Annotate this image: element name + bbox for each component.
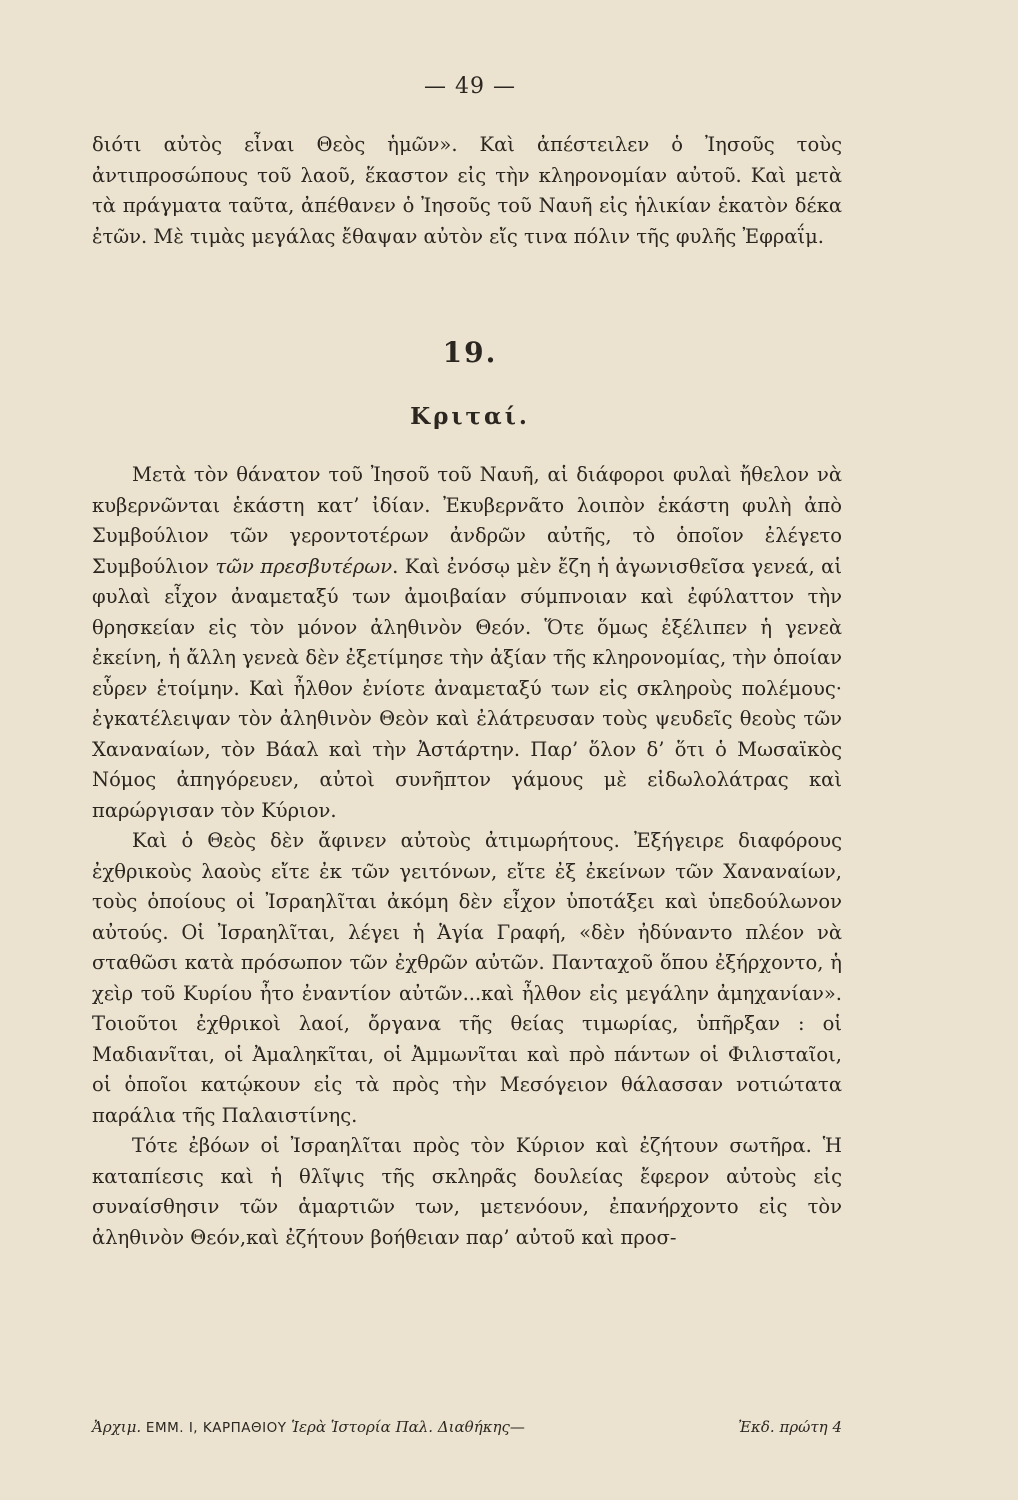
footer-book-title: Ἱερὰ Ἱστορία Παλ. Διαθήκης— — [291, 1418, 525, 1436]
intro-text-block — [92, 130, 842, 252]
paragraph-2: Καὶ ὁ Θεὸς δὲν ἄφινεν αὐτοὺς ἀτιμωρήτους. Ἐξήγειρε διαφόρους ἐχθρικοὺς λαοὺς εἴτε ἐκ τῶν γειτόνων, εἴτε ἐξ ἐκείνων τῶν Χαναναίων, τοὺς ὁποίους οἱ Ἰσραηλῖται ἀκόμη δὲν εἶχον ὑποτάξει καὶ ὑπεδούλωνον αὐτούς. Οἱ Ἰσραηλῖται, λέγει ἡ Ἁγία Γραφή, «δὲν ἠδύναντο πλέον νὰ σταθῶσι κατὰ πρόσωπον τῶν ἐχθρῶν αὐτῶν. Πανταχοῦ ὅπου ἐξήρχοντο, ἡ χεὶρ τοῦ Κυρίου ἦτο ἐναντίον αὐτῶν...καὶ ἦλθον εἰς μεγάλην ἀμηχανίαν». Τοιοῦτοι ἐχθρικοὶ λαοί, ὄργανα τῆς θείας τιμωρίας, ὑπῆρξαν : οἱ Μαδιανῖται, οἱ Ἀμαληκῖται, οἱ Ἀμμωνῖται καὶ πρὸ πάντων οἱ Φιλισταῖοι, οἱ ὁποῖοι κατῴκουν εἰς τὰ πρὸς τὴν Μεσόγειον θάλασσαν νοτιώτατα παράλια τῆς Παλαιστίνης. — [92, 829, 842, 1127]
page-footer — [92, 1418, 842, 1436]
footer-author: ΕΜΜ. Ι, ΚΑΡΠΑΘΙΟΥ — [145, 1420, 287, 1436]
intro-paragraph: διότι αὐτὸς εἶναι Θεὸς ἡμῶν». Καὶ ἀπέστειλεν ὁ Ἰησοῦς τοὺς ἀντιπροσώπους τοῦ λαοῦ, ἕκαστον εἰς τὴν κληρονομίαν αὐτοῦ. Καὶ μετὰ τὰ πράγματα ταῦτα, ἀπέθανεν ὁ Ἰησοῦς τοῦ Ναυῆ εἰς ἡλικίαν ἑκατὸν δέκα ἐτῶν. Μὲ τιμὰς μεγάλας ἔθαψαν αὐτὸν εἴς τινα πόλιν τῆς φυλῆς Ἐφραΐμ. — [92, 133, 842, 248]
section-title: Κριταί. — [410, 403, 530, 430]
section-body — [92, 460, 842, 1253]
page-number: — 49 — — [424, 74, 516, 99]
paragraph-1 — [92, 460, 842, 826]
paragraph-1-italic-term: τῶν πρεσβυτέρων — [215, 554, 393, 578]
footer-edition: Ἐκδ. πρώτη — [738, 1418, 828, 1436]
section-number: 19. — [442, 336, 498, 369]
paragraph-1-part-a: Μετὰ τὸν θάνατον τοῦ Ἰησοῦ τοῦ Ναυῆ, αἱ διάφοροι φυλαὶ ἤθελον νὰ κυβερνῶνται ἑκάστη κατ’ ἰδίαν. Ἐκυβερνᾶτο λοιπὸν ἑκάστη φυλὴ ἀπὸ Συμβούλιον τῶν γεροντοτέρων ἀνδρῶν αὐτῆς, τὸ ὁποῖον ἐλέγετο Συμβούλιον — [92, 463, 842, 578]
footer-prefix: Ἀρχιμ. — [92, 1418, 142, 1436]
paragraph-1-part-b: . Καὶ ἐνόσῳ μὲν ἔζη ἡ ἀγωνισθεῖσα γενεά, αἱ φυλαὶ εἶχον ἀναμεταξύ των ἀμοιβαίαν σύμπνοιαν καὶ ἐφύλαττον τὴν θρησκείαν εἰς τὸν μόνον ἀληθινὸν Θεόν. Ὅτε ὅμως ἐξέλιπεν ἡ γενεὰ ἐκείνη, ἡ ἄλλη γενεὰ δὲν ἐξετίμησε τὴν ἀξίαν τῆς κληρονομίας, τὴν ὁποίαν εὗρεν ἑτοίμην. Καὶ ἦλθον ἐνίοτε ἀναμεταξύ των εἰς σκληροὺς πολέμους· ἐγκατέλειψαν τὸν ἀληθινὸν Θεὸν καὶ ἐλάτρευσαν τοὺς ψευδεῖς θεοὺς τῶν Χαναναίων, τὸν Βάαλ καὶ τὴν Ἀστάρτην. Παρ’ ὅλον δ’ ὅτι ὁ Μωσαϊκὸς Νόμος ἀπηγόρευεν, αὐτοὶ συνῆπτον γάμους μὲ εἰδωλολάτρας καὶ παρώργισαν τὸν Κύριον. — [92, 554, 842, 822]
footer-credit — [92, 1418, 525, 1436]
footer-edition-group — [738, 1418, 842, 1436]
footer-signature: 4 — [832, 1418, 842, 1436]
paragraph-3: Τότε ἐβόων οἱ Ἰσραηλῖται πρὸς τὸν Κύριον καὶ ἐζήτουν σωτῆρα. Ἡ καταπίεσις καὶ ἡ θλῖψις τῆς σκληρᾶς δουλείας ἔφερον αὐτοὺς εἰς συναίσθησιν τῶν ἁμαρτιῶν των, μετενόουν, ἐπανήρχοντο εἰς τὸν ἀληθινὸν Θεόν,καὶ ἐζήτουν βοήθειαν παρ’ αὐτοῦ καὶ προσ- — [92, 1134, 842, 1249]
